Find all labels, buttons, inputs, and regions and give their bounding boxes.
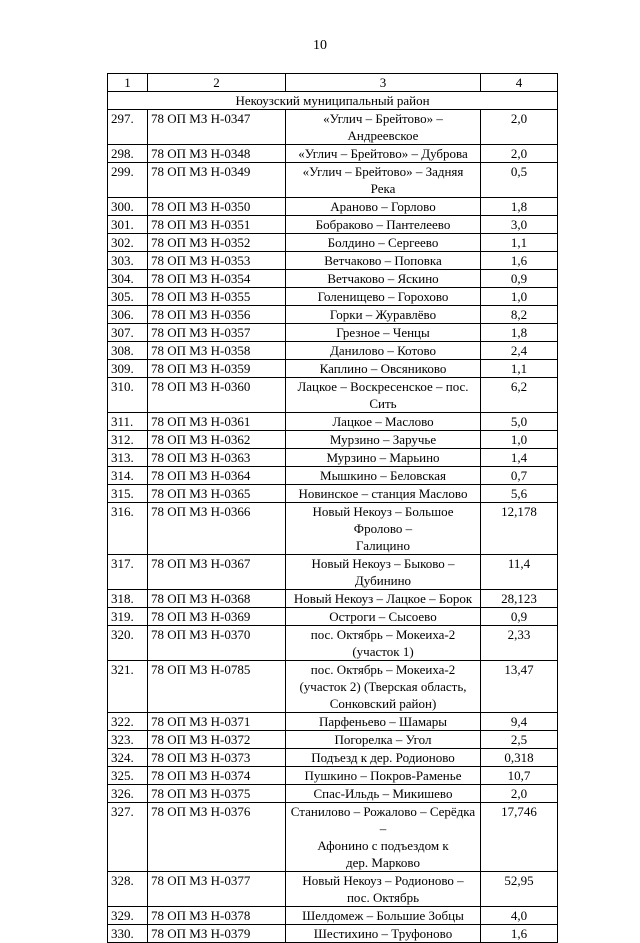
road-id-code: 78 ОП МЗ Н-0367	[148, 555, 286, 590]
road-name	[286, 413, 481, 431]
road-name-line: пос. Октябрь – Мокеиха-2	[310, 627, 456, 642]
road-name	[286, 216, 481, 234]
road-length: 1,1	[481, 360, 558, 378]
row-number: 299.	[108, 163, 148, 198]
road-name	[286, 467, 481, 485]
road-length: 1,0	[481, 431, 558, 449]
row-number: 317.	[108, 555, 148, 590]
row-number: 320.	[108, 626, 148, 661]
road-name	[286, 803, 481, 872]
table-row	[108, 485, 558, 503]
road-id-code: 78 ОП МЗ Н-0357	[148, 324, 286, 342]
road-length: 2,4	[481, 342, 558, 360]
road-name	[286, 378, 481, 413]
road-name	[286, 449, 481, 467]
road-id-code: 78 ОП МЗ Н-0376	[148, 803, 286, 872]
row-number: 313.	[108, 449, 148, 467]
table-row	[108, 767, 558, 785]
road-name-line: «Углич – Брейтово» – Дуброва	[298, 146, 468, 161]
road-length: 1,6	[481, 252, 558, 270]
row-number: 314.	[108, 467, 148, 485]
road-length: 2,0	[481, 110, 558, 145]
road-id-code: 78 ОП МЗ Н-0371	[148, 713, 286, 731]
road-name	[286, 555, 481, 590]
road-name-line: Мышкино – Беловская	[320, 468, 446, 483]
road-name	[286, 590, 481, 608]
road-name	[286, 713, 481, 731]
road-length: 52,95	[481, 872, 558, 907]
header-col-3: 3	[286, 74, 481, 92]
road-length: 13,47	[481, 661, 558, 713]
road-name-line: «Углич – Брейтово» – Андреевское	[323, 111, 443, 143]
road-name	[286, 234, 481, 252]
road-id-code: 78 ОП МЗ Н-0353	[148, 252, 286, 270]
page-number: 10	[313, 38, 327, 53]
road-name-line: Бобраково – Пантелеево	[315, 217, 451, 232]
road-name	[286, 270, 481, 288]
table-row	[108, 731, 558, 749]
row-number: 321.	[108, 661, 148, 713]
roads-table	[107, 73, 558, 943]
row-number: 309.	[108, 360, 148, 378]
road-length: 5,0	[481, 413, 558, 431]
table-row	[108, 503, 558, 555]
road-id-code: 78 ОП МЗ Н-0370	[148, 626, 286, 661]
row-number: 323.	[108, 731, 148, 749]
table-header-row	[108, 74, 558, 92]
row-number: 316.	[108, 503, 148, 555]
road-id-code: 78 ОП МЗ Н-0351	[148, 216, 286, 234]
road-id-code: 78 ОП МЗ Н-0361	[148, 413, 286, 431]
roads-table-body	[108, 74, 558, 943]
road-id-code: 78 ОП МЗ Н-0365	[148, 485, 286, 503]
road-id-code: 78 ОП МЗ Н-0375	[148, 785, 286, 803]
row-number: 326.	[108, 785, 148, 803]
row-number: 328.	[108, 872, 148, 907]
road-id-code: 78 ОП МЗ Н-0347	[148, 110, 286, 145]
road-name-line: Мурзино – Заручье	[329, 432, 437, 447]
road-name-line: Афонино с подъездом к	[317, 838, 449, 853]
section-title: Некоузский муниципальный район	[108, 92, 558, 110]
road-name-line: Лацкое – Воскресенское – пос. Сить	[297, 379, 469, 411]
road-id-code: 78 ОП МЗ Н-0358	[148, 342, 286, 360]
road-name	[286, 306, 481, 324]
road-name	[286, 907, 481, 925]
row-number: 308.	[108, 342, 148, 360]
row-number: 325.	[108, 767, 148, 785]
row-number: 304.	[108, 270, 148, 288]
road-name-line: Ветчаково – Поповка	[324, 253, 442, 268]
road-name	[286, 661, 481, 713]
table-row	[108, 661, 558, 713]
road-name	[286, 731, 481, 749]
section-title-row	[108, 92, 558, 110]
road-name	[286, 925, 481, 943]
road-name-line: Подъезд к дер. Родионово	[311, 750, 455, 765]
table-row	[108, 590, 558, 608]
road-name-line: Остроги – Сысоево	[329, 609, 437, 624]
row-number: 329.	[108, 907, 148, 925]
road-id-code: 78 ОП МЗ Н-0374	[148, 767, 286, 785]
row-number: 297.	[108, 110, 148, 145]
road-name-line: (участок 1)	[352, 644, 414, 659]
table-row	[108, 467, 558, 485]
row-number: 330.	[108, 925, 148, 943]
road-name-line: Шелдомеж – Большие Зобцы	[302, 908, 464, 923]
table-row	[108, 306, 558, 324]
road-name-line: Новинское – станция Маслово	[298, 486, 468, 501]
row-number: 327.	[108, 803, 148, 872]
road-name-line: Данилово – Котово	[330, 343, 436, 358]
table-row	[108, 449, 558, 467]
table-row	[108, 872, 558, 907]
road-length: 1,6	[481, 925, 558, 943]
road-name-line: Ветчаково – Яскино	[327, 271, 439, 286]
table-row	[108, 110, 558, 145]
table-row	[108, 925, 558, 943]
row-number: 311.	[108, 413, 148, 431]
table-row	[108, 145, 558, 163]
road-id-code: 78 ОП МЗ Н-0368	[148, 590, 286, 608]
road-name	[286, 485, 481, 503]
road-name-line: дер. Марково	[346, 855, 420, 870]
road-length: 4,0	[481, 907, 558, 925]
road-name-line: Болдино – Сергеево	[327, 235, 439, 250]
header-col-2: 2	[148, 74, 286, 92]
road-id-code: 78 ОП МЗ Н-0349	[148, 163, 286, 198]
road-name-line: Галицино	[356, 538, 410, 553]
road-length: 3,0	[481, 216, 558, 234]
row-number: 303.	[108, 252, 148, 270]
road-length: 1,4	[481, 449, 558, 467]
road-length: 1,8	[481, 198, 558, 216]
table-row	[108, 216, 558, 234]
road-name	[286, 503, 481, 555]
road-id-code: 78 ОП МЗ Н-0364	[148, 467, 286, 485]
road-name-line: Станилово – Рожалово – Серёдка –	[290, 804, 476, 836]
row-number: 301.	[108, 216, 148, 234]
table-row	[108, 342, 558, 360]
road-length: 17,746	[481, 803, 558, 872]
row-number: 315.	[108, 485, 148, 503]
road-name	[286, 360, 481, 378]
row-number: 307.	[108, 324, 148, 342]
road-name	[286, 749, 481, 767]
table-row	[108, 163, 558, 198]
road-name-line: «Углич – Брейтово» – Задняя Река	[302, 164, 464, 196]
road-name-line: Мурзино – Марьино	[326, 450, 440, 465]
row-number: 324.	[108, 749, 148, 767]
road-name-line: Пушкино – Покров-Раменье	[304, 768, 462, 783]
table-row	[108, 555, 558, 590]
row-number: 318.	[108, 590, 148, 608]
row-number: 306.	[108, 306, 148, 324]
table-row	[108, 608, 558, 626]
road-length: 2,5	[481, 731, 558, 749]
road-id-code: 78 ОП МЗ Н-0366	[148, 503, 286, 555]
road-length: 1,8	[481, 324, 558, 342]
road-name	[286, 198, 481, 216]
road-length: 0,318	[481, 749, 558, 767]
table-row	[108, 360, 558, 378]
table-row	[108, 288, 558, 306]
road-name-line: Погорелка – Угол	[334, 732, 432, 747]
road-length: 0,7	[481, 467, 558, 485]
road-name	[286, 163, 481, 198]
row-number: 312.	[108, 431, 148, 449]
road-id-code: 78 ОП МЗ Н-0355	[148, 288, 286, 306]
row-number: 300.	[108, 198, 148, 216]
row-number: 322.	[108, 713, 148, 731]
road-name	[286, 110, 481, 145]
road-name	[286, 324, 481, 342]
table-row	[108, 198, 558, 216]
road-name-line: Араново – Горлово	[330, 199, 436, 214]
road-name-line: (участок 2) (Тверская область,	[299, 679, 467, 694]
road-length: 28,123	[481, 590, 558, 608]
road-name	[286, 342, 481, 360]
table-row	[108, 378, 558, 413]
road-name	[286, 252, 481, 270]
road-name-line: Сонковский район)	[329, 696, 437, 711]
row-number: 302.	[108, 234, 148, 252]
road-id-code: 78 ОП МЗ Н-0350	[148, 198, 286, 216]
road-id-code: 78 ОП МЗ Н-0373	[148, 749, 286, 767]
road-name	[286, 626, 481, 661]
road-name-line: Лацкое – Маслово	[332, 414, 434, 429]
road-name-line: пос. Октябрь	[346, 890, 420, 905]
table-row	[108, 626, 558, 661]
table-row	[108, 907, 558, 925]
road-id-code: 78 ОП МЗ Н-0356	[148, 306, 286, 324]
road-name-line: Грезное – Ченцы	[336, 325, 430, 340]
road-id-code: 78 ОП МЗ Н-0348	[148, 145, 286, 163]
road-length: 9,4	[481, 713, 558, 731]
table-row	[108, 270, 558, 288]
header-col-1: 1	[108, 74, 148, 92]
table-row	[108, 324, 558, 342]
road-name-line: Голенищево – Горохово	[317, 289, 449, 304]
road-name-line: Шестихино – Труфоново	[313, 926, 453, 941]
road-id-code: 78 ОП МЗ Н-0369	[148, 608, 286, 626]
road-name	[286, 767, 481, 785]
table-row	[108, 713, 558, 731]
road-length: 11,4	[481, 555, 558, 590]
table-row	[108, 234, 558, 252]
road-id-code: 78 ОП МЗ Н-0362	[148, 431, 286, 449]
road-name-line: Новый Некоуз – Родионово –	[302, 873, 464, 888]
road-name	[286, 145, 481, 163]
road-name	[286, 288, 481, 306]
road-id-code: 78 ОП МЗ Н-0372	[148, 731, 286, 749]
road-length: 5,6	[481, 485, 558, 503]
table-row	[108, 413, 558, 431]
road-name-line: Новый Некоуз – Большое Фролово –	[312, 504, 454, 536]
road-name	[286, 785, 481, 803]
road-id-code: 78 ОП МЗ Н-0360	[148, 378, 286, 413]
road-name-line: Парфеньево – Шамары	[318, 714, 448, 729]
row-number: 298.	[108, 145, 148, 163]
road-id-code: 78 ОП МЗ Н-0363	[148, 449, 286, 467]
road-length: 2,0	[481, 145, 558, 163]
road-length: 2,0	[481, 785, 558, 803]
row-number: 319.	[108, 608, 148, 626]
road-id-code: 78 ОП МЗ Н-0354	[148, 270, 286, 288]
header-col-4: 4	[481, 74, 558, 92]
road-name	[286, 608, 481, 626]
road-name-line: Новый Некоуз – Быково – Дубинино	[311, 556, 455, 588]
road-length: 1,0	[481, 288, 558, 306]
road-name-line: Каплино – Овсяниково	[319, 361, 447, 376]
road-length: 10,7	[481, 767, 558, 785]
road-length: 12,178	[481, 503, 558, 555]
table-row	[108, 803, 558, 872]
table-row	[108, 431, 558, 449]
table-row	[108, 252, 558, 270]
road-id-code: 78 ОП МЗ Н-0377	[148, 872, 286, 907]
road-length: 1,1	[481, 234, 558, 252]
road-name-line: пос. Октябрь – Мокеиха-2	[310, 662, 456, 677]
road-length: 0,5	[481, 163, 558, 198]
road-length: 0,9	[481, 608, 558, 626]
road-name	[286, 872, 481, 907]
road-name-line: Спас-Ильдь – Микишево	[313, 786, 453, 801]
road-id-code: 78 ОП МЗ Н-0379	[148, 925, 286, 943]
row-number: 305.	[108, 288, 148, 306]
row-number: 310.	[108, 378, 148, 413]
road-length: 6,2	[481, 378, 558, 413]
road-id-code: 78 ОП МЗ Н-0378	[148, 907, 286, 925]
road-length: 2,33	[481, 626, 558, 661]
road-length: 8,2	[481, 306, 558, 324]
road-name-line: Горки – Журавлёво	[329, 307, 437, 322]
road-id-code: 78 ОП МЗ Н-0359	[148, 360, 286, 378]
road-id-code: 78 ОП МЗ Н-0785	[148, 661, 286, 713]
road-length: 0,9	[481, 270, 558, 288]
road-id-code: 78 ОП МЗ Н-0352	[148, 234, 286, 252]
road-name-line: Новый Некоуз – Лацкое – Борок	[293, 591, 473, 606]
table-row	[108, 749, 558, 767]
road-name	[286, 431, 481, 449]
table-row	[108, 785, 558, 803]
